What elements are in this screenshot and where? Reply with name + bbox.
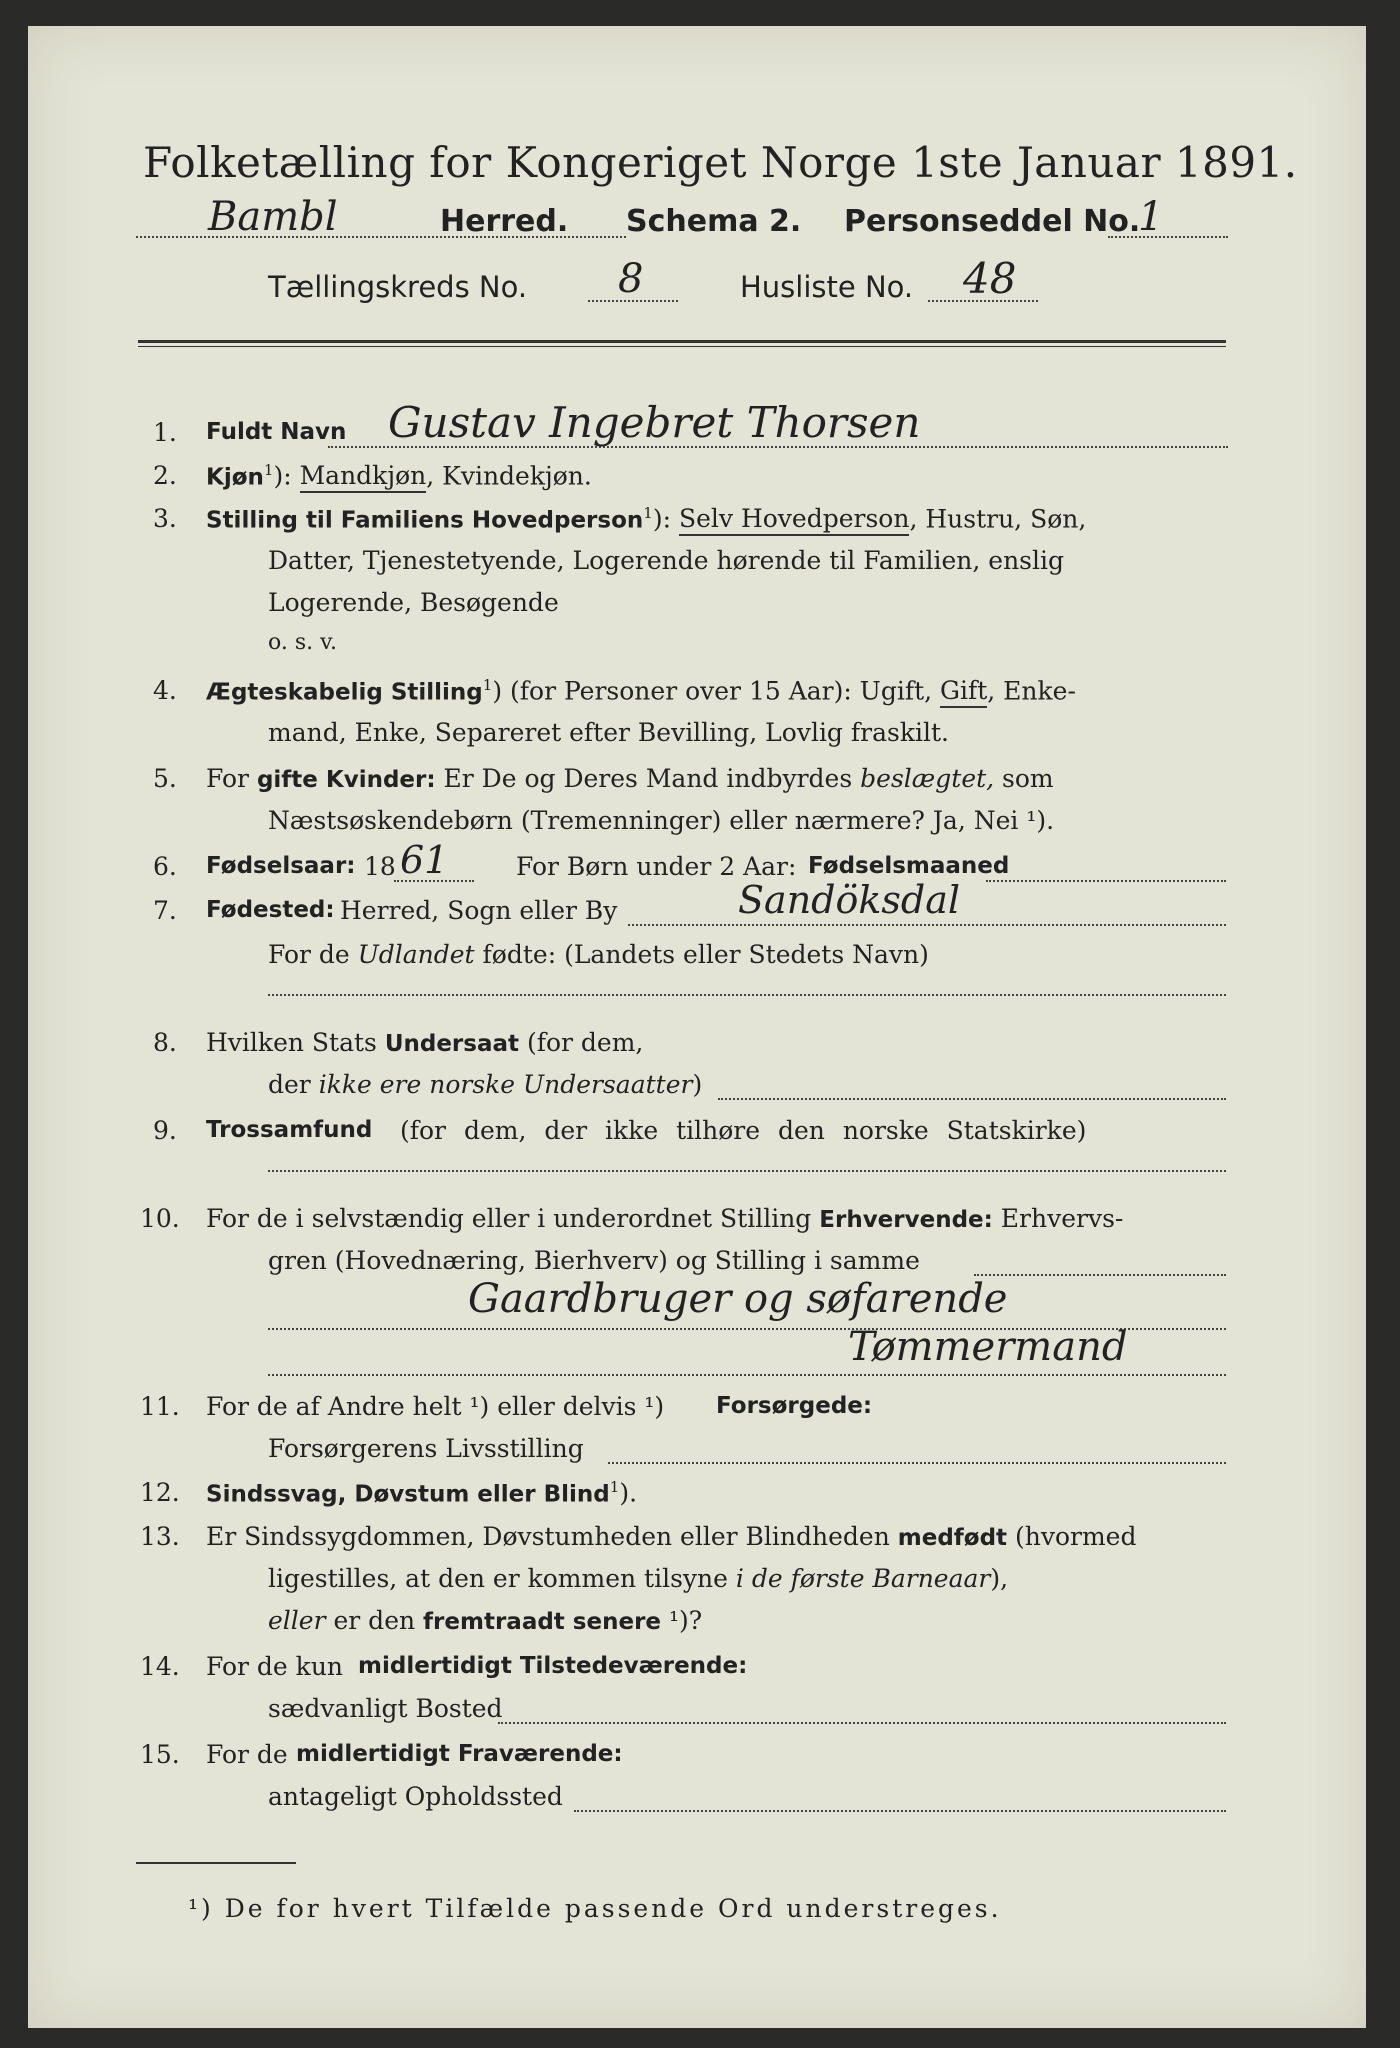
q4-line2: mand, Enke, Separeret efter Bevilling, Lovlig fraskilt. — [268, 718, 949, 747]
q13-text-a: Er Sindssygdommen, Døvstumheden eller Blindheden — [206, 1522, 898, 1551]
q7-line2-b: fødte: (Landets eller Stedets Navn) — [474, 940, 929, 969]
q7-dotted-line — [628, 924, 1226, 926]
q13-text-b: (hvormed — [1007, 1522, 1137, 1551]
personseddel-value: 1 — [1138, 194, 1164, 240]
q14-text: For de kun — [206, 1652, 344, 1681]
q3-line2: Datter, Tjenestetyende, Logerende hørende til Familien, enslig — [268, 546, 1065, 575]
q7-value: Sandöksdal — [738, 878, 961, 922]
q13-line1 — [206, 1522, 1136, 1551]
footnote: ¹) De for hvert Tilfælde passende Ord understreges. — [188, 1894, 1002, 1923]
q7-abroad-dotted-line — [268, 994, 1226, 996]
q10-line1 — [206, 1204, 1123, 1233]
q4-post: , Enke- — [987, 676, 1076, 706]
q4-line1 — [206, 676, 1076, 705]
herred-label: Herred. — [440, 204, 569, 239]
q8-text-a: Hvilken Stats — [206, 1028, 385, 1057]
q13-number: 13. — [140, 1522, 180, 1551]
personseddel-label: Personseddel No. — [844, 204, 1141, 239]
q2-sup: 1 — [263, 461, 274, 479]
q5-label: gifte Kvinder: — [256, 767, 436, 793]
q10-text-b: Erhvervs- — [992, 1204, 1124, 1233]
q9-dotted-line — [268, 1170, 1226, 1172]
q14-number: 14. — [140, 1652, 180, 1681]
q10-dotted-line-1 — [974, 1274, 1226, 1276]
q9-number: 9. — [153, 1116, 177, 1145]
q6-label2: Fødselsmaaned — [808, 853, 1010, 879]
q12-sup: 1 — [609, 1478, 620, 1496]
q3-selected: Selv Hovedperson — [679, 504, 910, 536]
kreds-label: Tællingskreds No. — [268, 270, 528, 304]
q6-month-dotted-line — [986, 880, 1226, 882]
q10-label: Erhvervende: — [819, 1207, 993, 1233]
q5-text-c: som — [994, 764, 1054, 793]
q11-number: 11. — [140, 1392, 180, 1421]
q11-label: Forsørgede: — [716, 1393, 873, 1419]
q2-colon: ): — [273, 461, 292, 491]
q3-line3: Logerende, Besøgende — [268, 588, 559, 617]
q5-text-a: For — [206, 764, 257, 793]
q14-dotted-line — [498, 1722, 1226, 1724]
header-rule — [138, 340, 1226, 343]
footnote-rule — [136, 1862, 296, 1864]
q7-number: 7. — [153, 896, 177, 925]
q13-line3-b: ¹)? — [661, 1606, 703, 1635]
q5-text-b: Er De og Deres Mand indbyrdes — [435, 764, 861, 793]
husliste-label: Husliste No. — [740, 270, 914, 304]
q4-label: Ægteskabelig Stilling — [206, 679, 483, 706]
form-title: Folketælling for Kongeriget Norge 1ste Januar 1891. — [143, 138, 1298, 187]
q6-prefix: 18 — [364, 852, 396, 881]
q3-number: 3. — [153, 504, 177, 533]
q10-number: 10. — [140, 1204, 180, 1233]
q8-line2-italic: ikke ere norske Undersaatter — [318, 1070, 693, 1099]
kreds-value: 8 — [618, 256, 644, 302]
q4-selected: Gift — [940, 676, 987, 708]
q13-line3-label: fremtraadt senere — [423, 1609, 662, 1635]
q12-tail: ). — [619, 1478, 638, 1508]
q6-number: 6. — [153, 852, 177, 881]
q13-line2-b: ), — [990, 1564, 1009, 1593]
q5-italic: beslægtet, — [860, 764, 995, 793]
q1-label: Fuldt Navn — [206, 419, 347, 445]
q3-label: Stilling til Familiens Hovedperson — [206, 507, 644, 534]
q3-line4: o. s. v. — [268, 630, 337, 655]
q10-line2: gren (Hovednæring, Bierhverv) og Stilling i samme — [268, 1246, 920, 1275]
q8-line1 — [206, 1028, 643, 1057]
q10-dotted-line-3 — [268, 1374, 1226, 1376]
census-form-sheet — [28, 26, 1366, 2028]
q7-line2-a: For de — [268, 940, 358, 969]
q10-text-a: For de i selvstændig eller i underordnet Stilling — [206, 1204, 820, 1233]
q10-value-2: Tømmermand — [848, 1324, 1128, 1370]
q13-line3-italic: eller — [268, 1606, 326, 1635]
q11-text: For de af Andre helt ¹) eller delvis ¹) — [206, 1392, 665, 1421]
q8-label: Undersaat — [384, 1031, 519, 1057]
q13-label: medfødt — [897, 1525, 1008, 1551]
q12-line — [206, 1478, 637, 1507]
q11-dotted-line — [608, 1462, 1226, 1464]
q2-line — [206, 461, 592, 490]
q13-line3 — [268, 1606, 702, 1635]
q12-number: 12. — [140, 1478, 180, 1507]
q7-line2-italic: Udlandet — [357, 940, 475, 969]
q8-dotted-line — [718, 1098, 1226, 1100]
q2-label: Kjøn — [206, 464, 264, 491]
q12-label: Sindssvag, Døvstum eller Blind — [206, 1481, 610, 1508]
q9-label: Trossamfund — [206, 1117, 373, 1143]
q4-pre: ) (for Personer over 15 Aar): Ugift, — [492, 676, 941, 706]
q8-line2-b: ) — [692, 1070, 703, 1099]
q7-line2 — [268, 940, 929, 969]
q11-line2: Forsørgerens Livsstilling — [268, 1434, 584, 1463]
q15-line2: antageligt Opholdssted — [268, 1782, 563, 1811]
q2-option-kvindekjon: , Kvindekjøn. — [426, 461, 592, 491]
q5-line1 — [206, 764, 1054, 793]
q6-label: Fødselsaar: — [206, 853, 356, 879]
q7-text: Herred, Sogn eller By — [340, 896, 618, 925]
q13-line2-a: ligestilles, at den er kommen tilsyne — [268, 1564, 736, 1593]
herred-value: Bambl — [208, 194, 338, 240]
husliste-value: 48 — [963, 254, 1017, 303]
personseddel-dotted-line — [1108, 236, 1228, 238]
q13-line3-a: er den — [325, 1606, 424, 1635]
q8-line2-a: der — [268, 1070, 319, 1099]
q7-label: Fødested: — [206, 897, 335, 923]
q4-number: 4. — [153, 676, 177, 705]
q15-dotted-line — [574, 1810, 1226, 1812]
q2-number: 2. — [153, 461, 177, 490]
q1-value: Gustav Ingebret Thorsen — [388, 398, 921, 447]
q9-text: (for dem, der ikke tilhøre den norske Statskirke) — [400, 1116, 1087, 1145]
q1-number: 1. — [153, 418, 177, 447]
q10-value-1: Gaardbruger og søfarende — [468, 1276, 1008, 1322]
q15-label: midlertidigt Fraværende: — [296, 1741, 623, 1767]
q13-line2 — [268, 1564, 1008, 1593]
q4-sup: 1 — [482, 676, 493, 694]
q6-text: For Børn under 2 Aar: — [516, 852, 797, 881]
q14-label: midlertidigt Tilstedeværende: — [358, 1653, 748, 1679]
q15-text: For de — [206, 1740, 288, 1769]
q5-number: 5. — [153, 764, 177, 793]
q13-line2-italic: i de første Barneaar — [735, 1564, 991, 1593]
q8-line2 — [268, 1070, 702, 1099]
header-rule-thin — [138, 346, 1226, 347]
q3-line1 — [206, 504, 1086, 533]
q3-sup: 1 — [643, 504, 653, 522]
q5-line2: Næstsøskendebørn (Tremenninger) eller nærmere? Ja, Nei ¹). — [268, 806, 1055, 835]
q14-line2: sædvanligt Bosted — [268, 1694, 503, 1723]
q6-value: 61 — [400, 838, 449, 882]
q3-rest: , Hustru, Søn, — [909, 504, 1087, 534]
q8-number: 8. — [153, 1028, 177, 1057]
q3-colon: ): — [652, 504, 671, 534]
schema-label: Schema 2. — [626, 204, 802, 239]
q15-number: 15. — [140, 1740, 180, 1769]
q8-text-b: (for dem, — [519, 1028, 644, 1057]
q2-option-mandkjon: Mandkjøn — [300, 461, 427, 493]
